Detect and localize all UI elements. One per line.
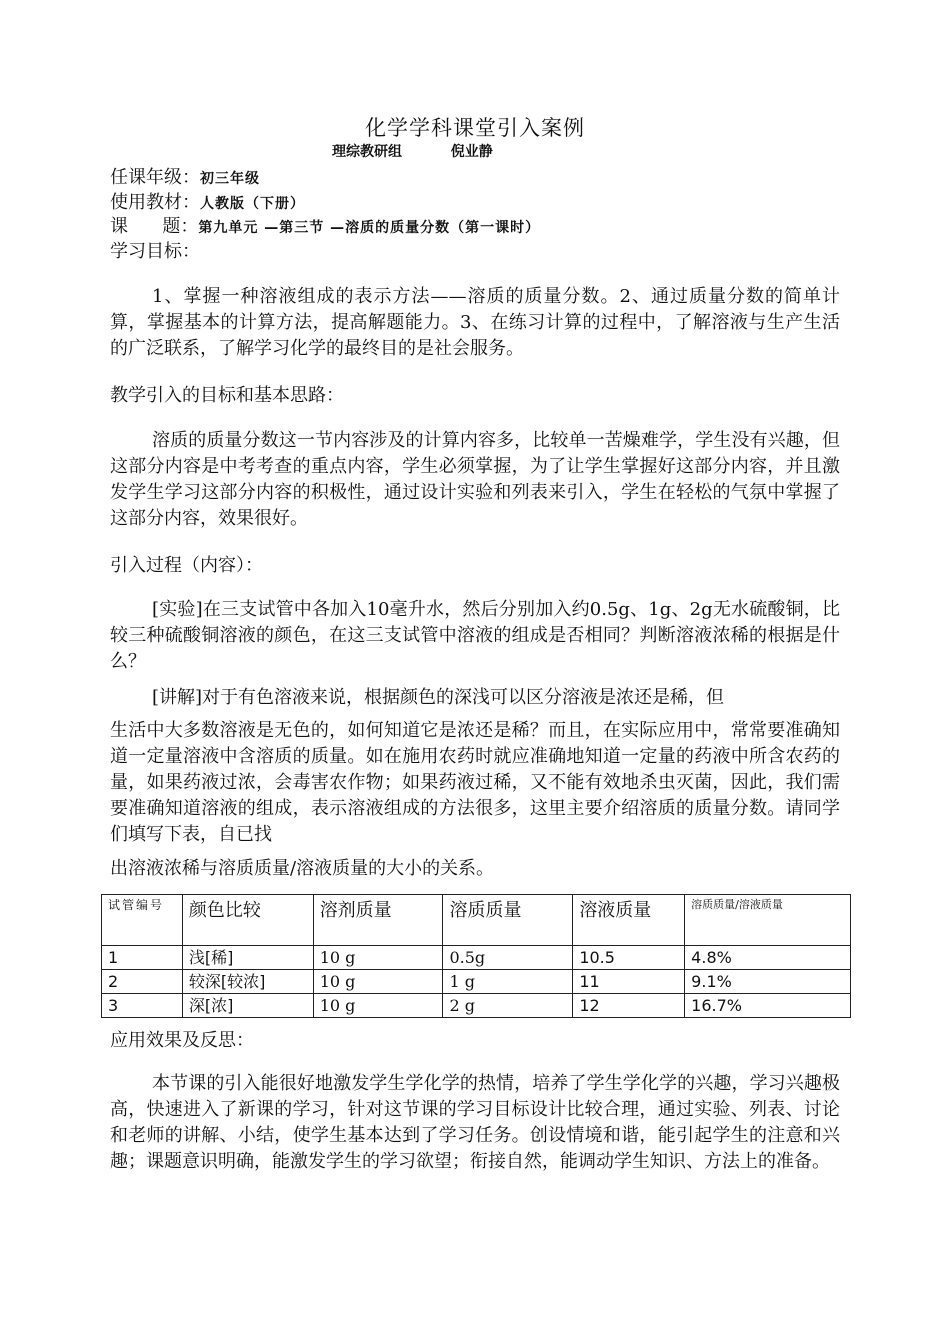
table-row: [102, 994, 851, 1018]
table-cell: 10 g: [313, 946, 443, 970]
table-cell: 0.5g: [443, 946, 573, 970]
header-solute-mass: 溶质质量: [443, 895, 573, 946]
meta-objectives-label: 学习目标：: [110, 241, 200, 262]
table-cell: 11: [573, 970, 685, 994]
meta-topic: [110, 212, 870, 238]
meta-textbook-value: 人教版（下册）: [200, 196, 305, 212]
meta-grade: [110, 163, 870, 189]
goal-paragraph: 溶质的质量分数这一节内容涉及的计算内容多，比较单一苦燥难学，学生没有兴趣，但这部分内容是中考考查的重点内容，学生必须掌握，为了让学生掌握好这部分内容，并且激发学生学习这部分内容的积极性，通过设计实验和列表来引入，学生在轻松的气氛中掌握了这部分内容，效果很好。: [110, 430, 840, 529]
table-cell: 3: [102, 994, 183, 1018]
header-tube-no: 试管编号: [102, 895, 183, 946]
document-title: 化学学科课堂引入案例: [365, 116, 585, 140]
table-cell: 深[浓]: [182, 994, 313, 1018]
header-solution-mass: 溶液质量: [573, 895, 685, 946]
document-subtitle: 理综教研组 倪业静: [332, 144, 493, 160]
meta-topic-label: 课 题：: [110, 216, 199, 237]
header-ratio: 溶质质量/溶液质量: [685, 895, 851, 946]
table-header-row: [102, 895, 851, 946]
table-cell: 1: [102, 946, 183, 970]
meta-grade-value: 初三年级: [200, 171, 260, 187]
table-cell: 4.8%: [685, 946, 851, 970]
table-row: [102, 970, 851, 994]
table-cell: 较深[较浓]: [182, 970, 313, 994]
lecture-paragraph-body: 生活中大多数溶液是无色的，如何知道它是浓还是稀？而且，在实际应用中，常常要准确知道一定量溶液中含溶质的质量。如在施用农药时就应准确地知道一定量的药液中所含农药的量，如果药液过浓，会毒害农作物；如果药液过稀，又不能有效地杀虫灭菌，因此，我们需要准确知道溶液的组成，表示溶液组成的方法很多，这里主要介绍溶质的质量分数。请同学们填写下表，自已找: [110, 720, 840, 845]
solution-table: [101, 894, 851, 1018]
lecture-paragraph-first-line: [讲解]对于有色溶液来说，根据颜色的深浅可以区分溶液是浓还是稀，但: [152, 687, 725, 708]
table-cell: 10 g: [313, 994, 443, 1018]
experiment-paragraph: [实验]在三支试管中各加入10毫升水，然后分别加入约0.5g、1g、2g无水硫酸铜，比较三种硫酸铜溶液的颜色，在这三支试管中溶液的组成是否相同？判断溶液浓稀的根据是什么？: [110, 599, 840, 672]
objectives-paragraph: 1、掌握一种溶液组成的表示方法——溶质的质量分数。2、通过质量分数的简单计算，掌握基本的计算方法，提高解题能力。3、在练习计算的过程中，了解溶液与生产生活的广泛联系，了解学习化学的最终目的是社会服务。: [110, 286, 840, 359]
table-cell: 浅[稀]: [182, 946, 313, 970]
table-cell: 2: [102, 970, 183, 994]
heading-goal: 教学引入的目标和基本思路：: [110, 385, 344, 406]
table-cell: 9.1%: [685, 970, 851, 994]
table-cell: 2 g: [443, 994, 573, 1018]
table-cell: 1 g: [443, 970, 573, 994]
meta-grade-label: 任课年级：: [110, 167, 200, 188]
meta-topic-value: 第九单元 —第三节 —溶质的质量分数（第一课时）: [198, 220, 541, 236]
lecture-paragraph-last-line: 出溶液浓稀与溶质质量/溶液质量的大小的关系。: [110, 858, 495, 879]
effect-paragraph: 本节课的引入能很好地激发学生学化学的热情，培养了学生学化学的兴趣，学习兴趣极高，快速进入了新课的学习，针对这节课的学习目标设计比较合理，通过实验、列表、讨论和老师的讲解、小结，使学生基本达到了学习任务。创设情境和谐，能引起学生的注意和兴趣；课题意识明确，能激发学生的学习欲望；衔接自然，能调动学生知识、方法上的准备。: [110, 1073, 840, 1172]
heading-effect: 应用效果及反思：: [110, 1030, 254, 1051]
table-cell: 10.5: [573, 946, 685, 970]
header-color: 颜色比较: [182, 895, 313, 946]
table-row: [102, 946, 851, 970]
table-cell: 10 g: [313, 970, 443, 994]
meta-textbook: [110, 188, 870, 214]
table-cell: 16.7%: [685, 994, 851, 1018]
meta-objectives: [110, 237, 870, 263]
header-solvent-mass: 溶剂质量: [313, 895, 443, 946]
heading-process: 引入过程（内容）：: [110, 555, 263, 576]
meta-textbook-label: 使用教材：: [110, 192, 200, 213]
table-cell: 12: [573, 994, 685, 1018]
